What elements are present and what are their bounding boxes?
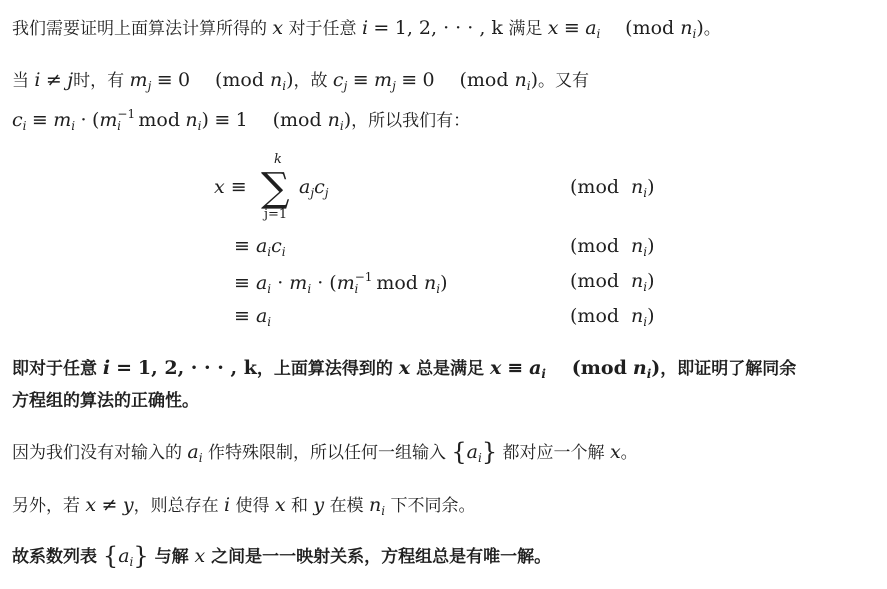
math-one: 1 bbox=[235, 109, 248, 131]
math-mod: mod bbox=[577, 176, 620, 198]
math-mod: mod bbox=[577, 270, 620, 292]
math-n: n bbox=[368, 494, 382, 516]
math-n: n bbox=[631, 235, 644, 257]
math-sub-i: i bbox=[267, 315, 272, 329]
math-mod: mod bbox=[138, 109, 180, 131]
math-sub-i: i bbox=[22, 119, 27, 133]
math-sub-i: i bbox=[646, 367, 652, 381]
math-sub-j: j bbox=[310, 186, 315, 200]
math-m: m bbox=[99, 109, 118, 131]
eq-row4-mod: (mod $n_i$) bbox=[570, 305, 655, 329]
math-i: i bbox=[224, 494, 231, 516]
math-x: x bbox=[214, 176, 225, 198]
math-index-list: 1, 2, · · · , k bbox=[394, 17, 503, 39]
math-n: n bbox=[631, 270, 644, 292]
math-x: x bbox=[274, 494, 286, 516]
math-x: x bbox=[609, 441, 621, 463]
eq-row3-mod: (mod $n_i$) bbox=[570, 270, 655, 294]
math-c: c bbox=[332, 69, 344, 91]
math-i: i bbox=[34, 69, 41, 91]
math-equiv: ≡ bbox=[507, 357, 524, 379]
math-x: x bbox=[398, 357, 411, 379]
math-sub-j: j bbox=[343, 79, 348, 93]
eq-lhs-x bbox=[214, 176, 247, 198]
math-eq: = bbox=[116, 357, 132, 379]
sum-lower-limit: j=1 bbox=[264, 207, 288, 222]
text-segment: 与解 bbox=[154, 547, 189, 567]
text-segment: 总是满足 bbox=[416, 359, 485, 379]
math-n: n bbox=[327, 109, 340, 131]
math-c: c bbox=[271, 235, 282, 257]
text-segment: 和 bbox=[291, 496, 309, 516]
math-x: x bbox=[489, 357, 502, 379]
math-sub-j: j bbox=[392, 79, 396, 93]
math-sub-i: i bbox=[307, 282, 312, 296]
math-y: y bbox=[122, 494, 134, 516]
math-n: n bbox=[680, 17, 693, 39]
text-segment: 方程组的算法的正确性。 bbox=[12, 391, 199, 411]
math-x: x bbox=[272, 17, 284, 39]
math-equiv: ≡ bbox=[563, 17, 580, 39]
math-eq: = bbox=[373, 17, 390, 39]
math-a: a bbox=[255, 272, 268, 294]
math-sub-i: i bbox=[267, 282, 272, 296]
math-c: c bbox=[12, 109, 23, 131]
math-sub-i: i bbox=[541, 367, 546, 381]
text-segment: 。 bbox=[620, 443, 638, 463]
math-sub-i: i bbox=[354, 282, 359, 296]
math-m: m bbox=[374, 69, 393, 91]
math-i: i bbox=[102, 357, 111, 379]
math-sub-i: i bbox=[643, 280, 648, 294]
text-segment: ，上面算法得到的 bbox=[256, 359, 393, 379]
text-segment: 当 bbox=[12, 71, 29, 91]
math-cdot: · bbox=[80, 109, 87, 131]
math-sub-i: i bbox=[478, 451, 482, 465]
text-segment: 对于任意 bbox=[288, 19, 357, 39]
math-sub-i: i bbox=[267, 245, 272, 259]
math-sub-i: i bbox=[643, 315, 648, 329]
math-cdot: · bbox=[277, 272, 284, 294]
math-sub-i: i bbox=[117, 119, 121, 133]
math-a: a bbox=[187, 441, 199, 463]
text-segment: 使得 bbox=[235, 496, 270, 516]
text-segment: 下不同余。 bbox=[390, 496, 476, 516]
text-segment: 因为我们没有对输入的 bbox=[12, 443, 182, 463]
text-segment: 之间是一一映射关系，方程组总是有唯一解。 bbox=[211, 547, 552, 567]
math-mod: mod bbox=[466, 69, 509, 91]
math-a: a bbox=[255, 235, 268, 257]
math-equiv: ≡ bbox=[230, 176, 247, 198]
math-a: a bbox=[585, 17, 597, 39]
math-equiv: ≡ bbox=[234, 305, 250, 327]
math-c: c bbox=[314, 176, 325, 198]
text-segment: 即对于任意 bbox=[12, 359, 97, 379]
text-segment: 满足 bbox=[508, 19, 543, 39]
eq-row3: ≡ $a_i \cdot m_i \cdot (m^{-1}_i$ mod $n_i$) bbox=[234, 270, 448, 296]
math-mod: mod bbox=[580, 357, 627, 379]
math-equiv: ≡ bbox=[234, 272, 250, 294]
math-sub-j: j bbox=[324, 186, 329, 200]
math-equiv: ≡ bbox=[234, 235, 250, 257]
math-n: n bbox=[631, 305, 644, 327]
eq-row4 bbox=[234, 305, 271, 329]
math-neq: ≠ bbox=[45, 69, 62, 91]
math-x: x bbox=[85, 494, 97, 516]
math-mod: mod bbox=[632, 17, 675, 39]
math-i: i bbox=[361, 17, 369, 39]
math-m: m bbox=[53, 109, 72, 131]
text-segment: ，所以我们有： bbox=[351, 111, 471, 131]
math-a: a bbox=[466, 441, 478, 463]
math-mod: mod bbox=[279, 109, 322, 131]
paragraph-claim bbox=[12, 16, 721, 46]
text-segment: 故系数列表 bbox=[12, 547, 97, 567]
math-sub-j: j bbox=[147, 79, 152, 93]
math-sub-i: i bbox=[596, 27, 601, 41]
paragraph-conclusion: 即对于任意 i = 1, 2, · · · , k，上面算法得到的 x 总是满足 $x \equiv a_i$ (mod $n_i$)，即证明了解同余 bbox=[12, 357, 797, 381]
math-neq: ≠ bbox=[101, 494, 118, 516]
eq-row2-mod: (mod $n_i$) bbox=[570, 235, 655, 259]
sum-symbol: ∑ bbox=[261, 165, 290, 211]
math-n: n bbox=[424, 272, 437, 294]
math-cdot: · bbox=[317, 272, 324, 294]
math-sub-i: i bbox=[643, 245, 648, 259]
eq-row1-mod: (mod $n_i$) bbox=[570, 176, 655, 200]
paragraph-conclusion-cont bbox=[12, 389, 199, 413]
text-segment: ，故 bbox=[293, 71, 328, 91]
math-equiv: ≡ bbox=[352, 69, 369, 91]
text-segment: 我们需要证明上面算法计算所得的 bbox=[12, 19, 267, 39]
paragraph-bijection: 故系数列表 $\{a_i\}$ 与解 x 之间是一一映射关系，方程组总是有唯一解。 bbox=[12, 542, 552, 570]
text-segment: 。又有 bbox=[538, 71, 589, 91]
text-segment: 作特殊限制，所以任何一组输入 bbox=[207, 443, 446, 463]
math-j: j bbox=[67, 69, 74, 91]
text-segment: 时，有 bbox=[73, 71, 125, 91]
sum-upper-limit: k bbox=[274, 152, 282, 167]
math-equiv: ≡ bbox=[401, 69, 418, 91]
math-equiv: ≡ bbox=[156, 69, 173, 91]
math-sub-i: i bbox=[197, 119, 202, 133]
text-segment: ，则总存在 bbox=[133, 496, 219, 516]
math-sub-i: i bbox=[339, 119, 344, 133]
math-n: n bbox=[632, 357, 647, 379]
math-n: n bbox=[269, 69, 283, 91]
math-sub-i: i bbox=[692, 27, 697, 41]
math-sub-i: i bbox=[281, 245, 286, 259]
math-mod: mod bbox=[222, 69, 264, 91]
paragraph-uniqueness bbox=[12, 493, 475, 523]
paragraph-case: 当 i ≠ j时，有 $m_j \equiv 0$ (mod $n_i$)，故 $c_j \equiv m_j \equiv 0$ (mod $n_i$)。又有 bbox=[12, 69, 589, 93]
math-sub-i: i bbox=[436, 282, 441, 296]
math-sub-i: i bbox=[129, 555, 134, 569]
math-a: a bbox=[118, 545, 130, 567]
math-x: x bbox=[547, 17, 559, 39]
math-n: n bbox=[185, 109, 198, 131]
math-mod: mod bbox=[376, 272, 418, 294]
math-mod: mod bbox=[577, 305, 620, 327]
math-n: n bbox=[514, 69, 527, 91]
math-zero: 0 bbox=[422, 69, 435, 91]
text-segment: 。 bbox=[703, 19, 721, 39]
math-mod-open: ( bbox=[625, 17, 633, 39]
paragraph-case-cont: $c_i \equiv m_i \cdot (m^{-1}_i$ mod $n_i) \equiv 1$ (mod $n_i$)，所以我们有： bbox=[12, 107, 471, 133]
math-m: m bbox=[289, 272, 308, 294]
text-segment: 都对应一个解 bbox=[502, 443, 605, 463]
math-n: n bbox=[631, 176, 644, 198]
math-sub-i: i bbox=[198, 451, 203, 465]
math-m: m bbox=[129, 69, 148, 91]
math-zero: 0 bbox=[178, 69, 191, 91]
math-sub-i: i bbox=[282, 79, 287, 93]
math-index-list: 1, 2, · · · , k bbox=[137, 357, 257, 379]
math-a: a bbox=[529, 357, 542, 379]
math-a: a bbox=[299, 176, 311, 198]
math-mod-close: ) bbox=[696, 17, 704, 39]
math-y: y bbox=[313, 494, 325, 516]
math-sub-i: i bbox=[526, 79, 531, 93]
eq-row2 bbox=[234, 235, 286, 259]
math-inverse: −1 bbox=[354, 270, 373, 284]
math-x: x bbox=[194, 545, 206, 567]
math-inverse: −1 bbox=[117, 107, 136, 121]
math-sub-i: i bbox=[381, 504, 386, 518]
math-mod: mod bbox=[577, 235, 620, 257]
math-equiv: ≡ bbox=[214, 109, 231, 131]
math-sub-i: i bbox=[71, 119, 76, 133]
text-segment: 另外，若 bbox=[12, 496, 80, 516]
paragraph-existence: 因为我们没有对输入的 $a_i$ 作特殊限制，所以任何一组输入 $\{a_i\}$ 都对应一个解 x。 bbox=[12, 438, 638, 466]
math-sub-i: i bbox=[643, 186, 648, 200]
math-m: m bbox=[336, 272, 355, 294]
eq-row1-rhs bbox=[299, 176, 328, 200]
math-a: a bbox=[255, 305, 268, 327]
text-segment: ，即证明了解同余 bbox=[660, 359, 797, 379]
math-equiv: ≡ bbox=[31, 109, 48, 131]
text-segment: 在模 bbox=[329, 496, 364, 516]
